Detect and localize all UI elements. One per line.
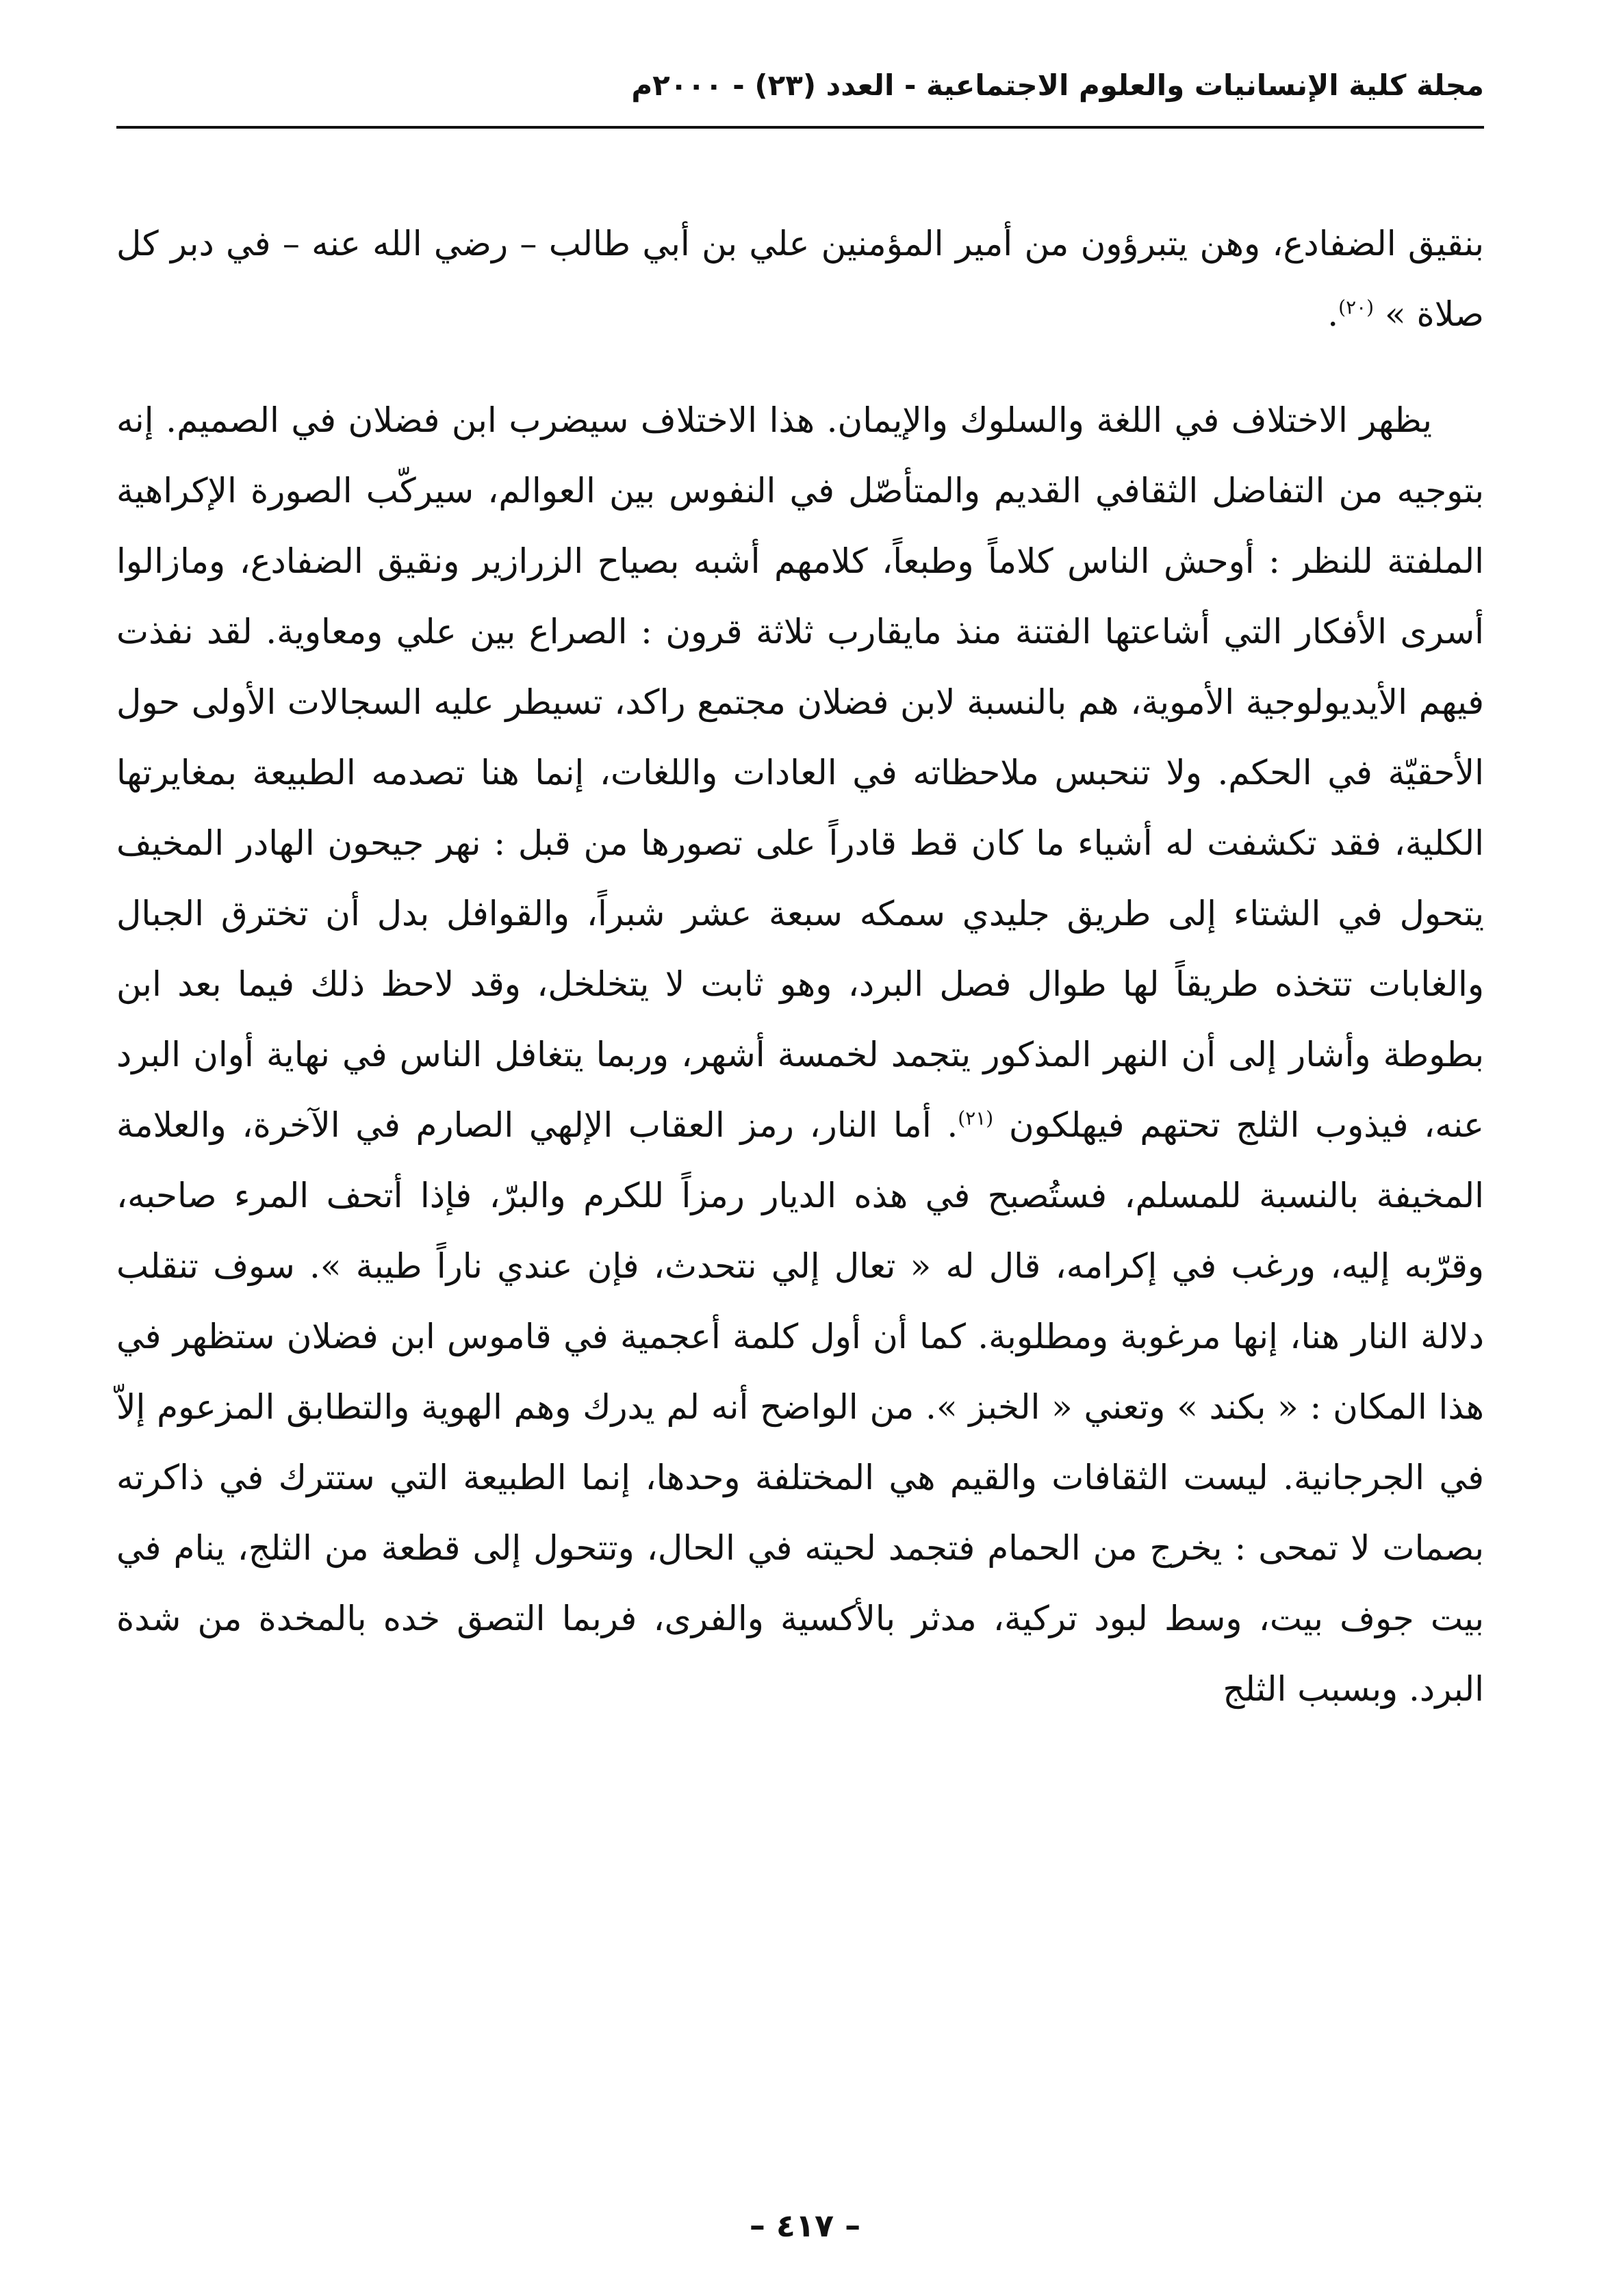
paragraph-continuation xyxy=(116,209,1484,350)
paragraph-text: . أما النار، رمز العقاب الإلهي الصارم في الآخرة، والعلامة المخيفة بالنسبة للمسلم، فستُصبح في هذه الديار رمزاً للكرم والبرّ، فإذا أتحف المرء صاحبه، وقرّبه إليه، ورغب في إكرامه، قال له « تعال إلي نتحدث، فإن عندي ناراً طيبة ». سوف تنقلب دلالة النار هنا، إنها مرغوبة ومطلوبة. كما أن أول كلمة أعجمية في قاموس ابن فضلان ستظهر في هذا المكان : « بكند » وتعني « الخبز ». من الواضح أنه لم يدرك وهم الهوية والتطابق المزعوم إلاّ في الجرجانية. ليست الثقافات والقيم هي المختلفة وحدها، إنما الطبيعة التي ستترك في ذاكرته بصمات لا تمحى : يخرج من الحمام فتجمد لحيته في الحال، وتتحول إلى قطعة من الثلج، ينام في بيت جوف بيت، وسط لبود تركية، مدثر بالأكسية والفرى، فربما التصق خده بالمخدة من شدة البرد. وبسبب الثلج xyxy=(116,1105,1484,1709)
running-header xyxy=(116,60,1484,129)
journal-title: مجلة كلية الإنسانيات والعلوم الاجتماعية - العدد (٢٣) - ٢٠٠٠م xyxy=(631,68,1484,102)
paragraph-spacer xyxy=(116,350,1484,385)
paragraph-text: بنقيق الضفادع، وهن يتبرؤون من أمير المؤمنين علي بن أبي طالب – رضي الله عنه – في دبر كل صلاة » xyxy=(116,224,1484,334)
paragraph-main xyxy=(116,385,1484,1725)
article-body xyxy=(116,209,1484,1725)
paragraph-text: يظهر الاختلاف في اللغة والسلوك والإيمان. هذا الاختلاف سيضرب ابن فضلان في الصميم. إنه بتوجيه من التفاضل الثقافي القديم والمتأصّل في النفوس بين العوالم، سيركّب الصورة الإكراهية الملفتة للنظر : أوحش الناس كلاماً وطبعاً، كلامهم أشبه بصياح الزرازير ونقيق الضفادع، ومازالوا أسرى الأفكار التي أشاعتها الفتنة منذ مايقارب ثلاثة قرون : الصراع بين علي ومعاوية. لقد نفذت فيهم الأيديولوجية الأموية، هم بالنسبة لابن فضلان مجتمع راكد، تسيطر عليه السجالات الأولى حول الأحقيّة في الحكم. ولا تنحبس ملاحظاته في العادات واللغات، إنما هنا تصدمه الطبيعة بمغايرتها الكلية، فقد تكشفت له أشياء ما كان قط قادراً على تصورها من قبل : نهر جيحون الهادر المخيف يتحول في الشتاء إلى طريق جليدي سمكه سبعة عشر شبراً، والقوافل بدل أن تخترق الجبال والغابات تتخذه طريقاً لها طوال فصل البرد، وهو ثابت لا يتخلخل، وقد لاحظ ذلك فيما بعد ابن بطوطة وأشار إلى أن النهر المذكور يتجمد لخمسة أشهر، وربما يتغافل الناس في نهاية أوان البرد عنه، فيذوب الثلج تحتهم فيهلكون xyxy=(116,400,1485,1145)
footnote-ref-20: (٢٠) xyxy=(1338,296,1375,319)
footnote-ref-21: (٢١) xyxy=(958,1107,994,1130)
page-number: – ٤١٧ – xyxy=(749,2207,861,2244)
paragraph-text: . xyxy=(1327,294,1339,334)
